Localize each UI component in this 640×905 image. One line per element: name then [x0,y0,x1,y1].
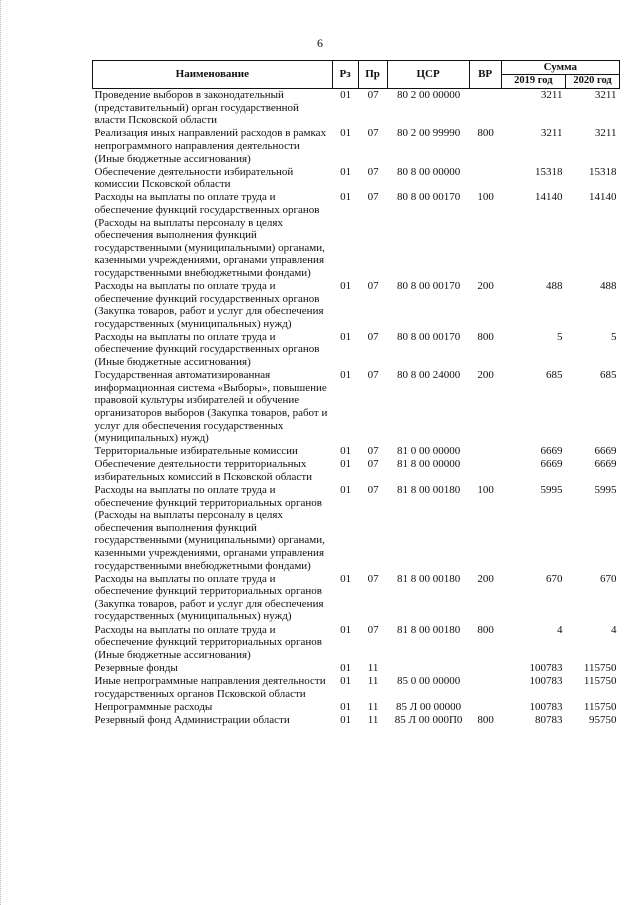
cell-name: Расходы на выплаты по оплате труда и обеспечение функций территориальных органов (Иные бюджетные ассигнования) [94,623,322,661]
cell-sum-2020: 115750 [583,700,617,713]
cell-csr: 85 Л 00 000П0 [394,713,463,726]
cell-vr: 200 [477,280,494,292]
cell-rz: 01 [340,458,352,471]
cell-pr: 07 [367,330,379,343]
cell-csr: 80 8 00 00170 [396,191,461,204]
cell-vr: 100 [477,484,494,496]
cell-csr: 85 Л 00 00000 [395,700,462,713]
cell-pr: 11 [367,661,379,674]
cell-csr: 80 8 00 00170 [396,280,461,292]
cell-vr: 800 [477,330,494,343]
cell-vr [469,445,501,458]
table-body [93,88,620,726]
cell-sum-2019: 5995 [540,484,563,496]
cell-csr: 81 8 00 00180 [396,572,461,585]
budget-table [92,60,620,726]
cell-rz: 01 [340,713,352,726]
cell-sum-2019: 15318 [535,165,563,178]
cell-pr: 07 [367,165,379,178]
cell-name: Обеспечение деятельности избирательной комиссии Псковской области [94,165,294,191]
cell-rz: 01 [340,445,352,458]
cell-sum-2019: 100783 [529,674,563,687]
cell-name: Расходы на выплаты по оплате труда и обеспечение функций государственных органов (Иные бюджетные ассигнования) [94,330,320,369]
table-row [93,280,620,331]
cell-name: Иные непрограммные направления деятельности государственных органов Псковской области [94,674,326,700]
cell-sum-2019: 100783 [529,661,563,674]
header-sum: Сумма [501,61,619,75]
cell-csr: 81 8 00 00180 [396,484,461,496]
cell-rz: 01 [340,674,352,687]
header-year-2020: 2020 год [566,74,620,88]
table-row [93,700,620,713]
cell-sum-2019: 100783 [529,700,563,713]
cell-vr: 800 [477,713,494,726]
cell-sum-2019: 670 [546,572,563,585]
table-row [93,127,620,165]
header-year-2019: 2019 год [501,74,565,88]
cell-pr: 11 [367,713,379,726]
cell-pr: 07 [367,89,379,102]
cell-vr [469,88,501,127]
cell-rz: 01 [340,661,352,674]
cell-name: Реализация иных направлений расходов в рамках непрограммного направления деятельности (Иные бюджетные ассигнования) [94,127,327,165]
cell-rz: 01 [340,127,352,140]
cell-csr: 80 8 00 00170 [396,330,461,343]
table-row [93,88,620,127]
cell-sum-2020: 6669 [594,445,617,458]
cell-vr: 200 [477,572,494,585]
table-row [93,484,620,573]
cell-sum-2019: 80783 [535,713,563,726]
cell-pr: 11 [367,700,379,713]
cell-sum-2020: 115750 [583,661,617,674]
table-row [93,623,620,661]
cell-pr: 07 [367,127,379,140]
cell-sum-2020: 4 [611,623,617,636]
cell-csr: 81 8 00 00000 [396,458,461,471]
cell-rz: 01 [340,280,352,292]
cell-vr: 200 [477,369,494,382]
cell-rz: 01 [340,572,352,585]
cell-sum-2020: 6669 [594,458,617,471]
cell-name: Резервный фонд Администрации области [94,713,290,726]
table-row [93,191,620,280]
cell-pr: 07 [367,484,379,496]
header-vr: ВР [469,61,501,89]
cell-sum-2020: 670 [600,572,617,585]
cell-name: Государственная автоматизированная информационная система «Выборы», повышение правовой культуры избирателей и обучение организаторов выборов (Закупка товаров, работ и услуг для обеспечения государственных (муниципальных) нужд) [94,369,328,445]
cell-name: Расходы на выплаты по оплате труда и обеспечение функций государственных органов (Закупка товаров, работ и услуг для обеспечения государственных (муниципальных) нужд) [94,280,324,330]
table-header [93,61,620,89]
cell-vr [469,458,501,484]
cell-rz: 01 [340,484,352,496]
header-rz: Рз [332,61,358,89]
cell-rz: 01 [340,369,352,382]
cell-sum-2020: 14140 [589,191,617,204]
cell-rz: 01 [340,165,352,178]
cell-rz: 01 [340,700,352,713]
table-row [93,458,620,484]
table-row [93,572,620,623]
cell-csr: 80 8 00 00000 [396,165,461,178]
table-row [93,713,620,726]
table-row [93,445,620,458]
cell-sum-2019: 4 [557,623,563,636]
cell-sum-2020: 5995 [594,484,617,496]
cell-pr: 07 [367,572,379,585]
header-csr: ЦСР [387,61,469,89]
page-number: 6 [317,36,323,50]
cell-pr: 07 [367,445,379,458]
cell-sum-2019: 14140 [535,191,563,204]
cell-sum-2019: 685 [546,369,563,382]
cell-rz: 01 [340,330,352,343]
cell-pr: 07 [367,369,379,382]
cell-csr: 80 2 00 00000 [396,89,461,102]
cell-sum-2019: 6669 [540,458,563,471]
cell-sum-2019: 3211 [540,89,563,102]
header-pr: Пр [358,61,387,89]
cell-sum-2020: 685 [600,369,617,382]
cell-vr [469,165,501,191]
cell-sum-2020: 3211 [594,127,617,140]
cell-vr [469,674,501,700]
cell-rz: 01 [340,89,352,102]
cell-csr: 81 0 00 00000 [396,445,461,458]
cell-name: Расходы на выплаты по оплате труда и обеспечение функций территориальных органов (Расходы на выплаты персоналу в целях обеспечения выполнения функций государственными (муниципальными) органами, казенными учреждениями, органами управления государственными внебюджетными фондами) [94,484,325,572]
cell-name: Расходы на выплаты по оплате труда и обеспечение функций территориальных органов (Закупка товаров, работ и услуг для обеспечения государственных (муниципальных) нужд) [94,572,324,623]
cell-csr: 81 8 00 00180 [396,623,461,636]
cell-rz: 01 [340,191,352,204]
cell-name: Проведение выборов в законодательный (представительный) орган государственной власти Псковской области [94,89,299,127]
cell-pr: 07 [367,191,379,204]
cell-sum-2020: 115750 [583,674,617,687]
cell-rz: 01 [340,623,352,636]
cell-name: Резервные фонды [94,661,178,674]
cell-csr: 80 8 00 24000 [396,369,461,382]
cell-sum-2020: 5 [611,330,617,343]
cell-name: Расходы на выплаты по оплате труда и обеспечение функций государственных органов (Расходы на выплаты персоналу в целях обеспечения выполнения функций государственными (муниципальными) органами, казенными учреждениями, органами управления государственными внебюджетными фондами) [94,191,325,279]
table-row [93,330,620,368]
cell-name: Территориальные избирательные комиссии [94,445,298,458]
cell-pr: 07 [367,280,379,292]
table-row [93,369,620,445]
cell-sum-2019: 6669 [540,445,563,458]
cell-sum-2020: 15318 [589,165,617,178]
cell-vr [469,700,501,713]
table-row [93,661,620,674]
cell-vr: 800 [477,623,494,636]
cell-vr: 800 [477,127,494,140]
cell-sum-2020: 3211 [594,89,617,102]
cell-sum-2019: 5 [557,330,563,343]
cell-name: Непрограммные расходы [94,700,213,713]
cell-sum-2020: 95750 [589,713,617,726]
cell-csr [387,661,469,674]
cell-pr: 07 [367,458,379,471]
cell-sum-2019: 3211 [540,127,563,140]
cell-pr: 07 [367,623,379,636]
cell-vr: 100 [477,191,494,204]
header-name: Наименование [93,61,333,89]
scan-edge [0,0,4,905]
table-row [93,165,620,191]
cell-vr [469,661,501,674]
cell-csr: 85 0 00 00000 [396,674,461,687]
cell-csr: 80 2 00 99990 [396,127,461,140]
cell-sum-2019: 488 [546,280,563,292]
cell-sum-2020: 488 [600,280,617,292]
table-row [93,674,620,700]
cell-pr: 11 [367,674,379,687]
cell-name: Обеспечение деятельности территориальных избирательных комиссий в Псковской области [94,458,313,483]
